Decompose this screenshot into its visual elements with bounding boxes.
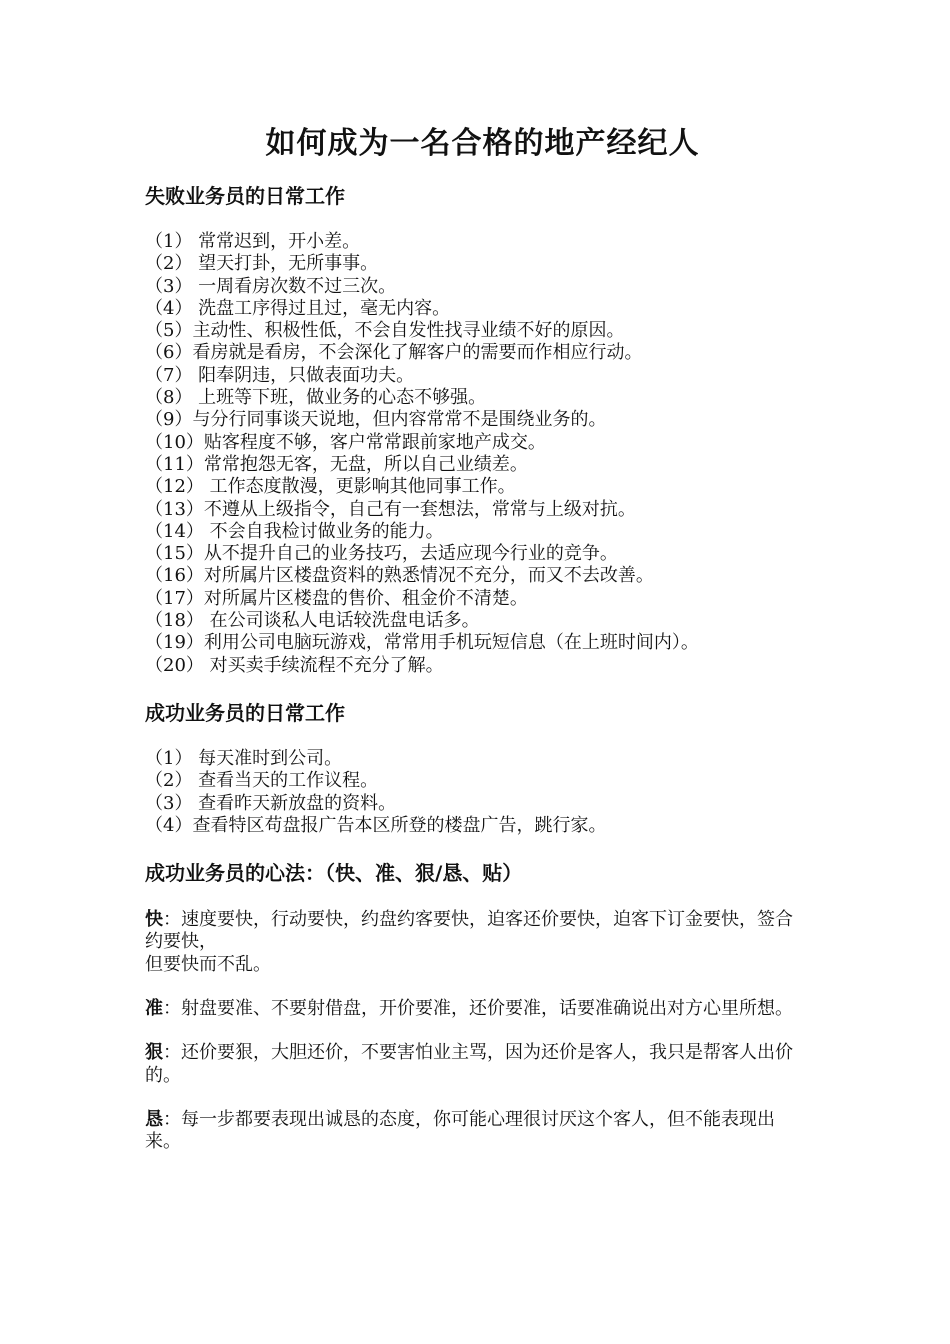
success-heading: 成功业务员的日常工作 <box>145 700 345 725</box>
list-item: （5）主动性、积极性低，不会自发性找寻业绩不好的原因。 <box>145 320 625 342</box>
paragraph-lead: 快 <box>145 909 163 931</box>
list-item: （15）从不提升自己的业务技巧，去适应现今行业的竞争。 <box>145 543 618 565</box>
list-item: （1） 常常迟到，开小差。 <box>145 231 361 252</box>
list-item: （18） 在公司谈私人电话较洗盘电话多。 <box>145 610 480 632</box>
method-heading: 成功业务员的心法：（快、准、狠/恳、贴） <box>145 861 523 886</box>
page-title: 如何成为一名合格的地产经纪人 <box>265 126 700 161</box>
list-item: （10）贴客程度不够，客户常常跟前家地产成交。 <box>145 431 546 453</box>
method-paragraph-fast <box>145 909 810 976</box>
list-item: （1） 每天准时到公司。 <box>145 747 343 769</box>
failure-list <box>145 231 810 677</box>
list-item: （11）常常抱怨无客，无盘，所以自己业绩差。 <box>145 453 528 475</box>
list-item: （6）看房就是看房，不会深化了解客户的需要而作相应行动。 <box>145 342 643 364</box>
paragraph-text: ：射盘要准、不要射借盘，开价要准，还价要准，话要准确说出对方心里所想。 <box>163 998 793 1020</box>
list-item: （4）查看特区苟盘报广告本区所登的楼盘广告，跳行家。 <box>145 814 607 836</box>
method-paragraph-bold <box>145 1042 810 1087</box>
list-item: （3） 查看昨天新放盘的资料。 <box>145 792 397 814</box>
paragraph-text: ：每一步都要表现出诚恳的态度，你可能心理很讨厌这个客人，但不能表现出来。 <box>145 1108 775 1153</box>
method-paragraph-sincere <box>145 1109 810 1154</box>
list-item: （19）利用公司电脑玩游戏，常常用手机玩短信息（在上班时间内）。 <box>145 632 699 654</box>
list-item: （20） 对买卖手续流程不充分了解。 <box>145 654 444 676</box>
list-item: （13）不遵从上级指令，自己有一套想法，常常与上级对抗。 <box>145 498 636 520</box>
paragraph-lead: 恳 <box>145 1108 163 1130</box>
list-item: （9）与分行同事谈天说地，但内容常常不是围绕业务的。 <box>145 409 607 431</box>
list-item: （7） 阳奉阴违，只做表面功夫。 <box>145 364 415 386</box>
document-page <box>145 118 810 1154</box>
method-paragraph-accurate <box>145 998 810 1020</box>
list-item: （2） 望天打卦，无所事事。 <box>145 253 379 275</box>
paragraph-text: ：还价要狠，大胆还价，不要害怕业主骂，因为还价是客人，我只是帮客人出价的。 <box>145 1042 793 1086</box>
list-item: （4） 洗盘工序得过且过，毫无内容。 <box>145 297 451 319</box>
list-item: （8） 上班等下班，做业务的心态不够强。 <box>145 387 487 409</box>
list-item: （12） 工作态度散漫，更影响其他同事工作。 <box>145 476 516 498</box>
list-item: （14） 不会自我检讨做业务的能力。 <box>145 520 444 542</box>
failure-heading: 失败业务员的日常工作 <box>145 184 345 208</box>
paragraph-lead: 狠 <box>145 1042 163 1064</box>
paragraph-text: 但要快而不乱。 <box>145 953 271 975</box>
list-item: （17）对所属片区楼盘的售价、租金价不清楚。 <box>145 587 528 609</box>
list-item: （3） 一周看房次数不过三次。 <box>145 275 397 297</box>
list-item: （16）对所属片区楼盘资料的熟悉情况不充分，而又不去改善。 <box>145 565 654 587</box>
paragraph-text: ：速度要快，行动要快，约盘约客要快，迫客还价要快，迫客下订金要快，签合约要快， <box>145 909 793 953</box>
paragraph-lead: 准 <box>145 998 163 1020</box>
success-list <box>145 748 810 837</box>
list-item: （2） 查看当天的工作议程。 <box>145 770 379 792</box>
